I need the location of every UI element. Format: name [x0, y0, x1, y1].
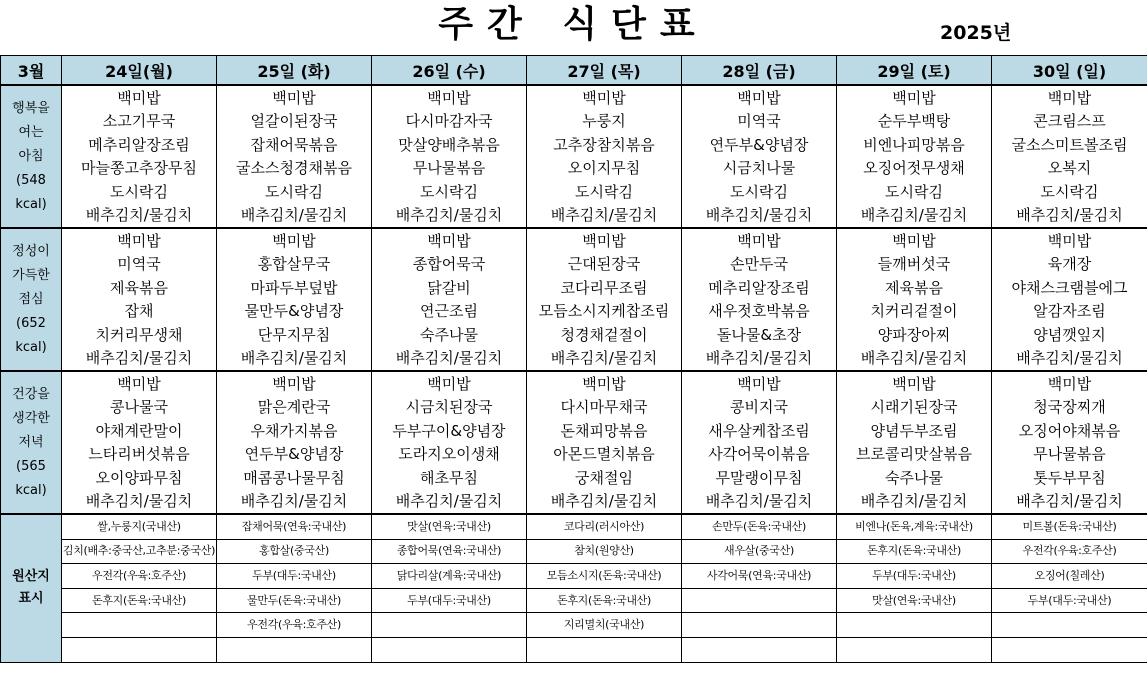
day-header: 27일 (목): [527, 56, 682, 86]
origin-cell: 쌀,누룽지(국내산): [62, 514, 217, 539]
menu-cell: 제육볶음: [62, 276, 217, 300]
origin-row: [1, 613, 1147, 638]
origin-cell: [682, 588, 837, 613]
menu-cell: 백미밥: [372, 371, 527, 396]
menu-cell: 백미밥: [992, 371, 1147, 396]
origin-cell: [837, 637, 992, 662]
menu-row: [1, 347, 1147, 372]
dinner-section: [1, 371, 1147, 514]
origin-cell: 오징어(칠레산): [992, 564, 1147, 589]
menu-cell: 백미밥: [217, 228, 372, 253]
menu-cell: 느타리버섯볶음: [62, 443, 217, 467]
origin-row: [1, 588, 1147, 613]
menu-cell: 배추김치/물김치: [527, 204, 682, 229]
menu-cell: 다시마감자국: [372, 110, 527, 134]
meal-label-line: 아침: [18, 148, 44, 164]
origin-cell: [62, 637, 217, 662]
menu-cell: 배추김치/물김치: [217, 490, 372, 515]
menu-row: [1, 133, 1147, 157]
menu-cell: 배추김치/물김치: [372, 347, 527, 372]
origin-cell: 종합어묵(연육:국내산): [372, 539, 527, 564]
menu-cell: 도시락김: [992, 180, 1147, 204]
menu-cell: 모듬소시지케찹조림: [527, 300, 682, 324]
menu-row: [1, 157, 1147, 181]
menu-cell: 새우젓호박볶음: [682, 300, 837, 324]
header-row: [1, 56, 1147, 86]
menu-cell: 홍합살무국: [217, 253, 372, 277]
breakfast-section: [1, 85, 1147, 228]
menu-cell: 배추김치/물김치: [217, 347, 372, 372]
menu-cell: 비엔나피망볶음: [837, 133, 992, 157]
menu-cell: 다시마무채국: [527, 396, 682, 420]
meal-label-line: 가득한: [12, 267, 50, 283]
origin-cell: 두부(대두:국내산): [837, 564, 992, 589]
menu-cell: 도시락김: [372, 180, 527, 204]
origin-cell: [62, 613, 217, 638]
menu-cell: 백미밥: [372, 228, 527, 253]
origin-cell: 참치(원양산): [527, 539, 682, 564]
menu-cell: 백미밥: [992, 228, 1147, 253]
origin-cell: [682, 613, 837, 638]
menu-cell: 소고기무국: [62, 110, 217, 134]
origin-cell: 지리멸치(국내산): [527, 613, 682, 638]
menu-cell: 무나물볶음: [992, 443, 1147, 467]
menu-cell: 사각어묵이볶음: [682, 443, 837, 467]
meal-label-line: 정성이: [12, 243, 50, 259]
menu-row: [1, 490, 1147, 515]
menu-row: [1, 85, 1147, 110]
origin-row: [1, 514, 1147, 539]
menu-cell: 배추김치/물김치: [527, 347, 682, 372]
origin-cell: 물만두(돈육:국내산): [217, 588, 372, 613]
origin-cell: [217, 637, 372, 662]
menu-cell: 시래기된장국: [837, 396, 992, 420]
origin-cell: 사각어묵(연육:국내산): [682, 564, 837, 589]
menu-cell: 백미밥: [527, 228, 682, 253]
menu-row: [1, 396, 1147, 420]
menu-cell: 순두부백탕: [837, 110, 992, 134]
menu-cell: 배추김치/물김치: [62, 347, 217, 372]
menu-cell: 백미밥: [62, 371, 217, 396]
menu-cell: 단무지무침: [217, 323, 372, 347]
menu-cell: 배추김치/물김치: [62, 490, 217, 515]
day-header: 25일 (화): [217, 56, 372, 86]
menu-cell: 고추장참치볶음: [527, 133, 682, 157]
menu-cell: 미역국: [682, 110, 837, 134]
month-header: 3월: [1, 56, 62, 86]
menu-cell: 연두부&양념장: [682, 133, 837, 157]
menu-cell: 청국장찌개: [992, 396, 1147, 420]
menu-cell: 맛살양배추볶음: [372, 133, 527, 157]
menu-cell: 매콤콩나물무침: [217, 466, 372, 490]
day-header: 24일(월): [62, 56, 217, 86]
origin-row: [1, 564, 1147, 589]
origin-cell: 두부(대두:국내산): [992, 588, 1147, 613]
menu-row: [1, 110, 1147, 134]
menu-cell: 오징어야채볶음: [992, 419, 1147, 443]
menu-cell: 치커리무생채: [62, 323, 217, 347]
origin-cell: 우전각(우육:호주산): [217, 613, 372, 638]
menu-cell: 백미밥: [527, 85, 682, 110]
menu-cell: 야채계란말이: [62, 419, 217, 443]
menu-cell: 배추김치/물김치: [992, 347, 1147, 372]
menu-cell: 양파장아찌: [837, 323, 992, 347]
meal-label-line: 생각한: [12, 410, 50, 426]
menu-cell: 마파두부덮밥: [217, 276, 372, 300]
menu-cell: 종합어묵국: [372, 253, 527, 277]
menu-cell: 백미밥: [682, 371, 837, 396]
meal-label: [1, 371, 62, 514]
day-header: 29일 (토): [837, 56, 992, 86]
menu-cell: 양념두부조림: [837, 419, 992, 443]
menu-cell: 숙주나물: [372, 323, 527, 347]
menu-row: [1, 371, 1147, 396]
menu-cell: 오이양파무침: [62, 466, 217, 490]
menu-cell: 물만두&양념장: [217, 300, 372, 324]
origin-cell: 우전각(우육:호주산): [992, 539, 1147, 564]
origin-cell: [992, 637, 1147, 662]
meal-label-line: (565: [16, 458, 46, 474]
menu-cell: 배추김치/물김치: [992, 204, 1147, 229]
menu-cell: 우채가지볶음: [217, 419, 372, 443]
meal-label-line: kcal): [15, 482, 47, 498]
menu-cell: 코다리무조림: [527, 276, 682, 300]
menu-cell: 백미밥: [837, 85, 992, 110]
menu-cell: 해초무침: [372, 466, 527, 490]
menu-cell: 백미밥: [217, 371, 372, 396]
menu-cell: 배추김치/물김치: [992, 490, 1147, 515]
origin-cell: 두부(대두:국내산): [217, 564, 372, 589]
menu-cell: 얼갈이된장국: [217, 110, 372, 134]
menu-cell: 야채스크램블에그: [992, 276, 1147, 300]
lunch-section: [1, 228, 1147, 371]
meal-label-line: 건강을: [12, 386, 50, 402]
menu-cell: 새우살케찹조림: [682, 419, 837, 443]
menu-cell: 백미밥: [992, 85, 1147, 110]
year-label: 2025년: [940, 22, 1012, 44]
menu-cell: 배추김치/물김치: [372, 490, 527, 515]
origin-cell: 김치(배추:중국산,고추분:중국산): [62, 539, 217, 564]
menu-cell: 백미밥: [217, 85, 372, 110]
menu-cell: 시금치나물: [682, 157, 837, 181]
menu-cell: 굴소스청경채볶음: [217, 157, 372, 181]
origin-cell: [372, 637, 527, 662]
origin-cell: 닭다리살(계육:국내산): [372, 564, 527, 589]
menu-cell: 돌나물&초장: [682, 323, 837, 347]
origin-label-line: 표시: [18, 591, 44, 607]
menu-cell: 도시락김: [527, 180, 682, 204]
menu-cell: 배추김치/물김치: [837, 490, 992, 515]
meal-label-line: 저녁: [18, 434, 44, 450]
origin-cell: [527, 637, 682, 662]
menu-row: [1, 466, 1147, 490]
menu-row: [1, 419, 1147, 443]
menu-cell: 배추김치/물김치: [62, 204, 217, 229]
meal-label-line: 여는: [18, 124, 44, 140]
origin-cell: [682, 637, 837, 662]
menu-cell: 도시락김: [62, 180, 217, 204]
menu-row: [1, 180, 1147, 204]
menu-cell: 잡채: [62, 300, 217, 324]
menu-cell: 백미밥: [682, 85, 837, 110]
weekly-menu-table: [0, 55, 1147, 663]
menu-cell: 백미밥: [682, 228, 837, 253]
menu-cell: 두부구이&양념장: [372, 419, 527, 443]
menu-cell: 맑은계란국: [217, 396, 372, 420]
menu-cell: 백미밥: [837, 228, 992, 253]
meal-label-line: kcal): [15, 196, 47, 212]
menu-row: [1, 443, 1147, 467]
menu-cell: 배추김치/물김치: [682, 347, 837, 372]
menu-cell: 콩비지국: [682, 396, 837, 420]
origin-row: [1, 637, 1147, 662]
menu-cell: 배추김치/물김치: [837, 204, 992, 229]
meal-label-line: (548: [16, 172, 46, 188]
menu-row: [1, 253, 1147, 277]
menu-cell: 배추김치/물김치: [682, 490, 837, 515]
origin-cell: 우전각(우육:호주산): [62, 564, 217, 589]
menu-cell: 메추리알장조림: [682, 276, 837, 300]
origin-label-line: 원산지: [12, 569, 50, 585]
origin-cell: 맛살(연육:국내산): [372, 514, 527, 539]
origin-section: [1, 514, 1147, 662]
menu-cell: 아몬드멸치볶음: [527, 443, 682, 467]
origin-cell: 홍합살(중국산): [217, 539, 372, 564]
meal-label: [1, 85, 62, 228]
menu-cell: 육개장: [992, 253, 1147, 277]
menu-cell: 브로콜리맛살볶음: [837, 443, 992, 467]
menu-cell: 닭갈비: [372, 276, 527, 300]
origin-cell: 잡채어묵(연육:국내산): [217, 514, 372, 539]
menu-cell: 숙주나물: [837, 466, 992, 490]
origin-cell: 손만두(돈육:국내산): [682, 514, 837, 539]
menu-cell: 백미밥: [837, 371, 992, 396]
menu-cell: 배추김치/물김치: [682, 204, 837, 229]
meal-label-line: 점심: [18, 291, 44, 307]
origin-cell: 돈후지(돈육:국내산): [837, 539, 992, 564]
meal-label-line: 행복을: [12, 100, 50, 116]
menu-cell: 백미밥: [62, 228, 217, 253]
origin-cell: 새우살(중국산): [682, 539, 837, 564]
menu-cell: 돈채피망볶음: [527, 419, 682, 443]
page-title: 주간 식단표: [438, 4, 709, 45]
menu-cell: 백미밥: [527, 371, 682, 396]
day-header: 30일 (일): [992, 56, 1147, 86]
menu-row: [1, 323, 1147, 347]
origin-cell: 모듬소시지(돈육:국내산): [527, 564, 682, 589]
day-header: 26일 (수): [372, 56, 527, 86]
menu-cell: 백미밥: [372, 85, 527, 110]
menu-row: [1, 300, 1147, 324]
menu-cell: 톳두부무침: [992, 466, 1147, 490]
menu-cell: 손만두국: [682, 253, 837, 277]
menu-cell: 콩나물국: [62, 396, 217, 420]
menu-cell: 미역국: [62, 253, 217, 277]
menu-cell: 도시락김: [682, 180, 837, 204]
menu-cell: 근대된장국: [527, 253, 682, 277]
menu-cell: 연두부&양념장: [217, 443, 372, 467]
origin-row: [1, 539, 1147, 564]
meal-label-line: (652: [16, 315, 46, 331]
menu-cell: 시금치된장국: [372, 396, 527, 420]
origin-cell: 두부(대두:국내산): [372, 588, 527, 613]
menu-cell: 들깨버섯국: [837, 253, 992, 277]
menu-cell: 양념깻잎지: [992, 323, 1147, 347]
origin-cell: [992, 613, 1147, 638]
menu-cell: 굴소스미트볼조림: [992, 133, 1147, 157]
menu-cell: 청경채겉절이: [527, 323, 682, 347]
menu-cell: 치커리겉절이: [837, 300, 992, 324]
menu-cell: 도라지오이생채: [372, 443, 527, 467]
menu-cell: 무말랭이무침: [682, 466, 837, 490]
menu-cell: 배추김치/물김치: [217, 204, 372, 229]
origin-cell: 돈후지(돈육:국내산): [62, 588, 217, 613]
origin-label: [1, 514, 62, 662]
menu-cell: 오이지무침: [527, 157, 682, 181]
origin-cell: 미트볼(돈육:국내산): [992, 514, 1147, 539]
menu-cell: 연근조림: [372, 300, 527, 324]
menu-cell: 궁채절임: [527, 466, 682, 490]
origin-cell: [837, 613, 992, 638]
origin-cell: [372, 613, 527, 638]
menu-cell: 콘크림스프: [992, 110, 1147, 134]
menu-cell: 배추김치/물김치: [527, 490, 682, 515]
menu-cell: 오징어젓무생채: [837, 157, 992, 181]
menu-cell: 도시락김: [217, 180, 372, 204]
origin-cell: 맛살(연육:국내산): [837, 588, 992, 613]
menu-cell: 누룽지: [527, 110, 682, 134]
menu-row: [1, 276, 1147, 300]
menu-cell: 배추김치/물김치: [837, 347, 992, 372]
menu-cell: 제육볶음: [837, 276, 992, 300]
origin-cell: 비엔나(돈육,계육:국내산): [837, 514, 992, 539]
meal-label-line: kcal): [15, 339, 47, 355]
menu-row: [1, 204, 1147, 229]
origin-cell: 돈후지(돈육:국내산): [527, 588, 682, 613]
menu-cell: 메추리알장조림: [62, 133, 217, 157]
day-header: 28일 (금): [682, 56, 837, 86]
menu-cell: 배추김치/물김치: [372, 204, 527, 229]
menu-cell: 잡채어묵볶음: [217, 133, 372, 157]
origin-cell: 코다리(러시아산): [527, 514, 682, 539]
menu-cell: 오복지: [992, 157, 1147, 181]
menu-row: [1, 228, 1147, 253]
menu-cell: 알감자조림: [992, 300, 1147, 324]
menu-cell: 백미밥: [62, 85, 217, 110]
menu-cell: 도시락김: [837, 180, 992, 204]
menu-cell: 마늘쫑고추장무침: [62, 157, 217, 181]
meal-label: [1, 228, 62, 371]
menu-cell: 무나물볶음: [372, 157, 527, 181]
